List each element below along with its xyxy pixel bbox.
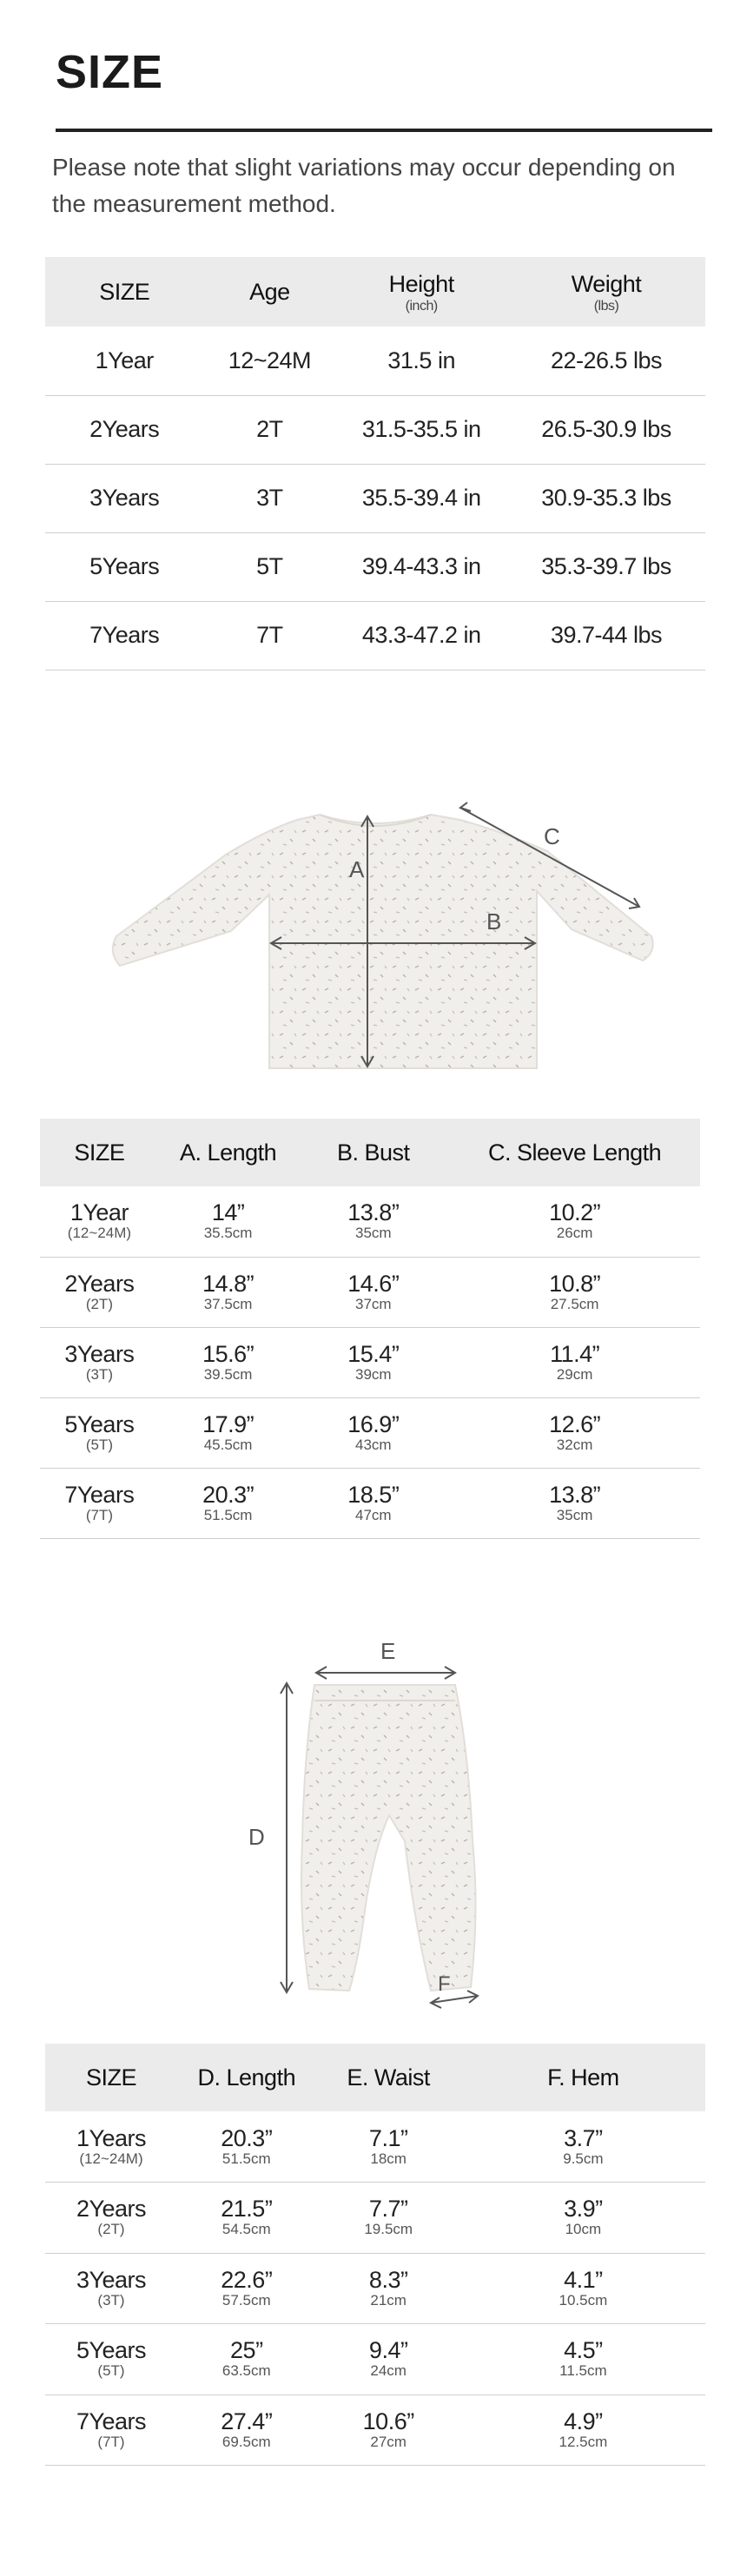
size-cell: 5Years (5T)	[40, 1397, 159, 1468]
size-cell: 1Year	[45, 327, 203, 395]
table-row	[40, 1327, 700, 1397]
label-b: B	[486, 908, 502, 935]
size-cell: 7Years	[45, 601, 203, 670]
f-hem-cell: 4.5” 11.5cm	[461, 2324, 705, 2395]
header-age: Age	[249, 278, 290, 305]
height-cell: 31.5-35.5 in	[335, 395, 507, 464]
f-hem-cell: 4.1” 10.5cm	[461, 2253, 705, 2324]
header-c-sleeve: C. Sleeve Length	[488, 1139, 662, 1166]
b-bust-cell: 13.8” 35cm	[297, 1186, 449, 1257]
f-hem-cell: 3.7” 9.5cm	[461, 2111, 705, 2183]
c-sleeve-cell: 10.2” 26cm	[449, 1186, 700, 1257]
size-cell: 1Years (12~24M)	[45, 2111, 177, 2183]
height-cell: 31.5 in	[335, 327, 507, 395]
table-row	[45, 2394, 705, 2466]
label-e: E	[380, 1638, 396, 1664]
b-bust-cell: 14.6” 37cm	[297, 1257, 449, 1327]
e-waist-cell: 7.7” 19.5cm	[316, 2183, 461, 2254]
label-a: A	[349, 856, 365, 882]
table-row	[45, 601, 705, 670]
size-cell: 2Years (2T)	[40, 1257, 159, 1327]
f-hem-cell: 4.9” 12.5cm	[461, 2394, 705, 2466]
size-cell: 1Year (12~24M)	[40, 1186, 159, 1257]
header-f-hem: F. Hem	[547, 2064, 619, 2091]
e-waist-cell: 7.1” 18cm	[316, 2111, 461, 2183]
size-cell: 3Years (3T)	[45, 2253, 177, 2324]
c-sleeve-cell: 13.8” 35cm	[449, 1468, 700, 1538]
top-measurement-table	[40, 1119, 700, 1539]
age-cell: 12~24M	[203, 327, 335, 395]
header-size: SIZE	[85, 2064, 136, 2091]
label-c: C	[544, 823, 560, 849]
b-bust-cell: 16.9” 43cm	[297, 1397, 449, 1468]
size-cell: 5Years	[45, 532, 203, 601]
table-row	[45, 395, 705, 464]
header-height: Height (inch)	[388, 270, 454, 314]
size-cell: 2Years (2T)	[45, 2183, 177, 2254]
table-row	[40, 1397, 700, 1468]
header-e-waist: E. Waist	[347, 2064, 430, 2091]
c-sleeve-cell: 10.8” 27.5cm	[449, 1257, 700, 1327]
header-weight: Weight (lbs)	[571, 270, 642, 314]
weight-cell: 30.9-35.3 lbs	[507, 464, 705, 532]
a-length-cell: 15.6” 39.5cm	[159, 1327, 298, 1397]
table-header-row	[45, 257, 705, 327]
age-cell: 3T	[203, 464, 335, 532]
height-cell: 39.4-43.3 in	[335, 532, 507, 601]
weight-cell: 26.5-30.9 lbs	[507, 395, 705, 464]
label-f: F	[438, 1972, 451, 1996]
table-header-row	[45, 2044, 705, 2111]
table-row	[40, 1257, 700, 1327]
height-cell: 35.5-39.4 in	[335, 464, 507, 532]
b-bust-cell: 18.5” 47cm	[297, 1468, 449, 1538]
table-row	[45, 2111, 705, 2183]
e-waist-cell: 8.3” 21cm	[316, 2253, 461, 2324]
a-length-cell: 17.9” 45.5cm	[159, 1397, 298, 1468]
c-sleeve-cell: 11.4” 29cm	[449, 1327, 700, 1397]
d-length-cell: 20.3” 51.5cm	[177, 2111, 316, 2183]
top-measurement-diagram	[96, 782, 660, 1077]
header-d-length: D. Length	[197, 2064, 296, 2091]
d-length-cell: 21.5” 54.5cm	[177, 2183, 316, 2254]
size-cell: 7Years (7T)	[40, 1468, 159, 1538]
table-row	[45, 2183, 705, 2254]
table-row	[45, 2253, 705, 2324]
a-length-cell: 14.8” 37.5cm	[159, 1257, 298, 1327]
table-row	[45, 2324, 705, 2395]
weight-cell: 39.7-44 lbs	[507, 601, 705, 670]
page-title: SIZE	[56, 46, 164, 98]
measurement-note: Please note that slight variations may occur depending on the measurement method.	[52, 154, 676, 217]
age-cell: 7T	[203, 601, 335, 670]
b-bust-cell: 15.4” 39cm	[297, 1327, 449, 1397]
table-row	[45, 327, 705, 395]
top-garment-shape	[113, 815, 653, 1068]
height-cell: 43.3-47.2 in	[335, 601, 507, 670]
table-header-row	[40, 1119, 700, 1186]
weight-cell: 35.3-39.7 lbs	[507, 532, 705, 601]
table-row	[45, 532, 705, 601]
age-cell: 5T	[203, 532, 335, 601]
header-size: SIZE	[99, 278, 150, 305]
header-size: SIZE	[74, 1139, 125, 1166]
e-waist-cell: 9.4” 24cm	[316, 2324, 461, 2395]
size-cell: 7Years (7T)	[45, 2394, 177, 2466]
pants-garment-shape	[301, 1685, 476, 1991]
header-a-length: A. Length	[180, 1139, 277, 1166]
age-cell: 2T	[203, 395, 335, 464]
table-row	[40, 1186, 700, 1257]
label-d: D	[248, 1824, 265, 1850]
header-b-bust: B. Bust	[337, 1139, 410, 1166]
a-length-cell: 20.3” 51.5cm	[159, 1468, 298, 1538]
table-row	[40, 1468, 700, 1538]
a-length-cell: 14” 35.5cm	[159, 1186, 298, 1257]
f-hem-cell: 3.9” 10cm	[461, 2183, 705, 2254]
pants-measurement-table	[45, 2044, 705, 2466]
size-age-table	[45, 257, 705, 670]
weight-cell: 22-26.5 lbs	[507, 327, 705, 395]
pants-measurement-diagram	[235, 1633, 521, 2024]
size-cell: 3Years	[45, 464, 203, 532]
size-cell: 3Years (3T)	[40, 1327, 159, 1397]
title-divider	[56, 129, 712, 132]
d-length-cell: 22.6” 57.5cm	[177, 2253, 316, 2324]
size-cell: 5Years (5T)	[45, 2324, 177, 2395]
d-length-cell: 27.4” 69.5cm	[177, 2394, 316, 2466]
size-cell: 2Years	[45, 395, 203, 464]
table-row	[45, 464, 705, 532]
e-waist-cell: 10.6” 27cm	[316, 2394, 461, 2466]
d-length-cell: 25” 63.5cm	[177, 2324, 316, 2395]
c-sleeve-cell: 12.6” 32cm	[449, 1397, 700, 1468]
